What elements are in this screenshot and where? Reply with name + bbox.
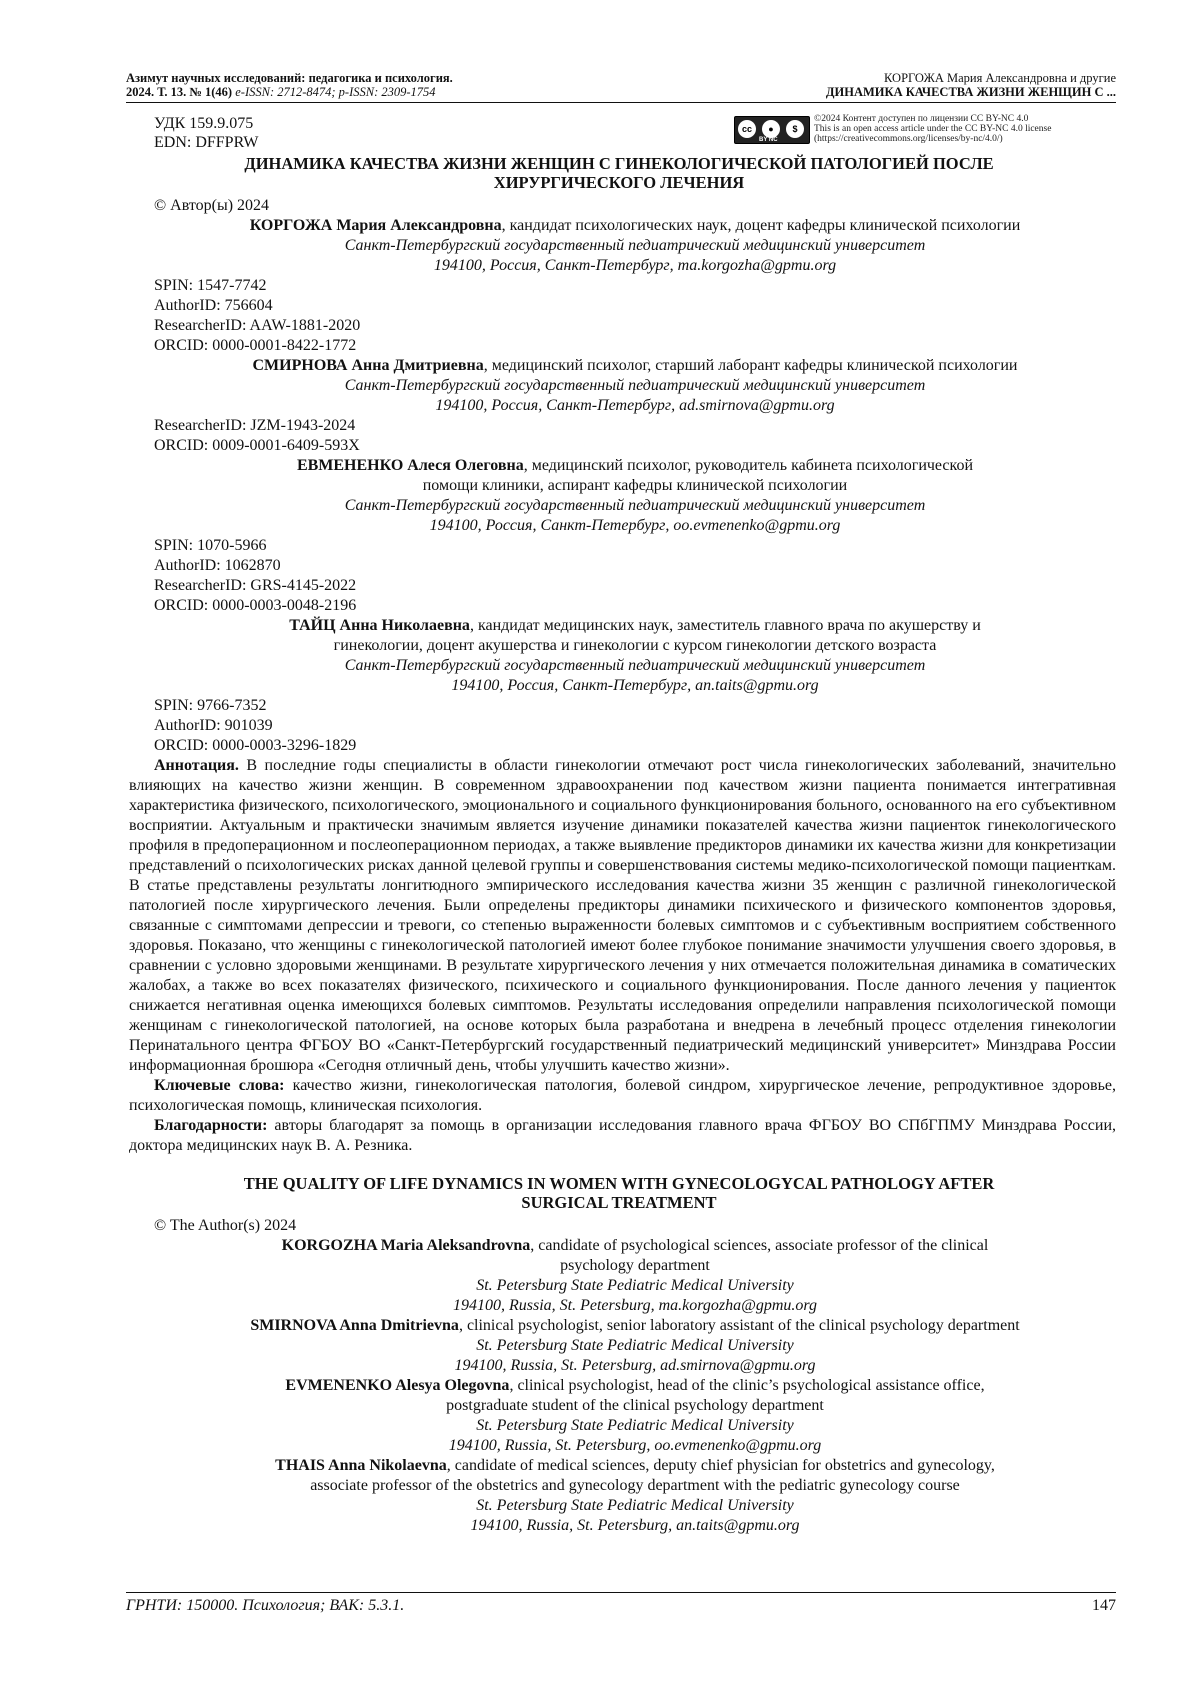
title-line: THE QUALITY OF LIFE DYNAMICS IN WOMEN WITH GYNECOLOGYCAL PATHOLOGY AFTER <box>243 1174 995 1193</box>
title-line: ДИНАМИКА КАЧЕСТВА ЖИЗНИ ЖЕНЩИН С ГИНЕКОЛОГИЧЕСКОЙ ПАТОЛОГИЕЙ ПОСЛЕ <box>244 154 994 173</box>
article-title-ru <box>129 154 1109 192</box>
author-id: AuthorID: 901039 <box>154 717 273 734</box>
abstract-label: Аннотация. <box>154 757 239 774</box>
license-text <box>814 114 1051 144</box>
author-name: ЕВМЕНЕНКО Алеся Олеговна <box>296 457 524 474</box>
author-address[interactable]: 194100, Россия, Санкт-Петербург, ma.korgozha@gpmu.org <box>433 257 837 274</box>
orcid-id: ORCID: 0000-0001-8422-1772 <box>154 337 357 354</box>
keywords-label: Ключевые слова: <box>154 1077 285 1094</box>
author-id: AuthorID: 756604 <box>154 297 273 314</box>
acknowledgements-text: авторы благодарят за помощь в организации исследования главного врача ФГБОУ ВО СПбГПМУ Минздрава России, доктора медицинских наук В. А. Резника. <box>129 1117 1116 1154</box>
author-role: , clinical psychologist, head of the clinic’s psychological assistance office, <box>509 1377 985 1394</box>
researcher-id: ResearcherID: GRS-4145-2022 <box>154 577 357 594</box>
author-ids <box>154 696 1116 756</box>
by-person-icon: ● <box>762 120 780 138</box>
section-gap <box>154 1156 1116 1174</box>
abstract-text: В последние годы специалисты в области гинекологии отмечают рост числа гинекологических заболеваний, значительно влияющих на качество жизни женщин. В современном здравоохранении под качеством жизни пациента понимается интегративная характеристика физического, психологического, эмоционального и социального функционирования больного, основанного на его субъективном восприятии. Актуальным и практически значимым является изучение динамики показателей качества жизни пациенток гинекологического профиля в предоперационном и послеоперационном периодах, а также выявление предикторов динамики их качества жизни для конкретизации представлений о психологических рисках данной целевой группы и совершенствования системы медико-психологической помощи пациенткам. В статье представлены результаты лонгитюдного эмпирического исследования качества жизни 35 женщин с различной гинекологической патологией после хирургического лечения. Были определены предикторы динамики психического и физического компонентов здоровья, связанные с симптомами депрессии и тревоги, со степенью выраженности болевых симптомов и с субъективным восприятием собственного здоровья. Показано, что женщины с гинекологической патологией имеют более глубокое понимание значимости улучшения своего здоровья, в сравнении с условно здоровыми женщинами. В результате хирургического лечения у них отмечается положительная динамика в соматических жалобах, а также во всех показателях физического, психического и социального функционирования. После данного лечения у пациенток снижается негативная оценка имеющихся болевых симптомов. Результаты исследования определили направления психологической помощи женщинам с гинекологической патологией, на основе которых была разработана и внедрена в лечебный процесс отделения гинекологии Перинатального центра ФГБОУ ВО «Санкт-Петербургский государственный педиатрический медицинский университет» Минздрава России информационная брошюра «Сегодня отличный день, чтобы улучшить качество жизни». <box>129 757 1116 1074</box>
author-address[interactable]: 194100, Russia, St. Petersburg, ad.smirnova@gpmu.org <box>454 1357 816 1374</box>
author-name: EVMENENKO Alesya Olegovna <box>285 1377 510 1394</box>
author-affiliation: Санкт-Петербургский государственный педиатрический медицинский университет <box>344 657 926 674</box>
copyright-ru: © Автор(ы) 2024 <box>154 197 270 214</box>
author-en-3 <box>154 1376 1116 1456</box>
author-ru-2 <box>154 356 1116 456</box>
copyright-en: © The Author(s) 2024 <box>154 1217 297 1234</box>
edn-code: EDN: DFFPRW <box>154 134 259 151</box>
abstract-paragraph <box>129 756 1116 1076</box>
spin-id: SPIN: 1070-5966 <box>154 537 267 554</box>
author-address[interactable]: 194100, Россия, Санкт-Петербург, oo.evmenenko@gpmu.org <box>429 517 841 534</box>
udk-code: УДК 159.9.075 <box>154 115 254 132</box>
author-role: , медицинский психолог, руководитель кабинета психологической <box>523 457 974 474</box>
author-role-cont: гинекологии, доцент акушерства и гинекологии с курсом гинекологии детского возраста <box>333 637 937 654</box>
cc-logo-icon: cc <box>738 120 756 138</box>
header-rule <box>126 102 1116 103</box>
author-role-cont: помощи клиники, аспирант кафедры клинической психологии <box>422 477 848 494</box>
page-number: 147 <box>1092 1597 1116 1614</box>
footer-rule <box>126 1592 1116 1593</box>
author-en-1 <box>154 1236 1116 1316</box>
cc-badge-label: BY NC <box>759 137 778 143</box>
orcid-id: ORCID: 0000-0003-3296-1829 <box>154 737 357 754</box>
author-name: KORGOZHA Maria Aleksandrovna <box>281 1237 531 1254</box>
author-affiliation: Санкт-Петербургский государственный педиатрический медицинский университет <box>344 237 926 254</box>
header-journal-info <box>126 71 453 99</box>
header-title: ДИНАМИКА КАЧЕСТВА ЖИЗНИ ЖЕНЩИН С ... <box>825 85 1116 99</box>
author-en-2 <box>154 1316 1116 1376</box>
researcher-id: ResearcherID: AAW-1881-2020 <box>154 317 361 334</box>
author-address[interactable]: 194100, Russia, St. Petersburg, ma.korgozha@gpmu.org <box>452 1297 818 1314</box>
spin-id: SPIN: 9766-7352 <box>154 697 267 714</box>
author-role: , candidate of psychological sciences, associate professor of the clinical <box>530 1237 989 1254</box>
author-name: СМИРНОВА Анна Дмитриевна <box>252 357 484 374</box>
author-id: AuthorID: 1062870 <box>154 557 281 574</box>
license-line: ©2024 Контент доступен по лицензии CC BY-NC 4.0 <box>814 114 1029 124</box>
license-block <box>734 114 1104 146</box>
acknowledgements-label: Благодарности: <box>154 1117 268 1134</box>
author-ru-4 <box>154 616 1116 756</box>
author-ru-1 <box>154 216 1116 356</box>
author-affiliation: St. Petersburg State Pediatric Medical University <box>476 1417 794 1434</box>
author-affiliation: St. Petersburg State Pediatric Medical University <box>476 1277 794 1294</box>
article-title-en <box>129 1174 1109 1212</box>
license-link[interactable]: (https://creativecommons.org/licenses/by-nc/4.0/) <box>814 134 1003 144</box>
footer-classification: ГРНТИ: 150000. Психология; ВАК: 5.3.1. <box>126 1597 405 1614</box>
author-ids <box>154 276 1116 356</box>
author-ids <box>154 416 1116 456</box>
acknowledgements-paragraph <box>129 1116 1116 1156</box>
author-role-cont: postgraduate student of the clinical psychology department <box>446 1397 824 1414</box>
author-address[interactable]: 194100, Russia, St. Petersburg, an.taits@gpmu.org <box>470 1517 800 1534</box>
author-affiliation: Санкт-Петербургский государственный педиатрический медицинский университет <box>344 377 926 394</box>
orcid-id: ORCID: 0009-0001-6409-593X <box>154 437 360 454</box>
author-role: , кандидат психологических наук, доцент кафедры клинической психологии <box>501 217 1021 234</box>
license-line: This is an open access article under the CC BY-NC 4.0 license <box>814 124 1052 134</box>
author-address[interactable]: 194100, Россия, Санкт-Петербург, ad.smirnova@gpmu.org <box>435 397 835 414</box>
author-name: THAIS Anna Nikolaevna <box>275 1457 447 1474</box>
cc-license-icon[interactable] <box>734 116 810 144</box>
author-role-cont: psychology department <box>560 1257 710 1274</box>
journal-issue: 2024. Т. 13. № 1(46) <box>126 85 233 99</box>
author-address[interactable]: 194100, Россия, Санкт-Петербург, an.taits@gpmu.org <box>451 677 819 694</box>
author-en-4 <box>154 1456 1116 1536</box>
author-affiliation: St. Petersburg State Pediatric Medical University <box>476 1497 794 1514</box>
orcid-id: ORCID: 0000-0003-0048-2196 <box>154 597 357 614</box>
author-role-cont: associate professor of the obstetrics and gynecology department with the pediatric gynecology course <box>310 1477 960 1494</box>
author-ru-3 <box>154 456 1116 616</box>
author-ids <box>154 536 1116 616</box>
keywords-text: качество жизни, гинекологическая патология, болевой синдром, хирургическое лечение, репродуктивное здоровье, психологическая помощь, клиническая психология. <box>129 1077 1117 1114</box>
title-line: SURGICAL TREATMENT <box>521 1193 717 1212</box>
journal-name: Азимут научных исследований: педагогика и психология. <box>126 71 453 85</box>
title-line: ХИРУРГИЧЕСКОГО ЛЕЧЕНИЯ <box>493 173 745 192</box>
author-role: , clinical psychologist, senior laboratory assistant of the clinical psychology department <box>458 1317 1020 1334</box>
header-authors: КОРГОЖА Мария Александровна и другие <box>884 71 1116 85</box>
researcher-id: ResearcherID: JZM-1943-2024 <box>154 417 356 434</box>
article-meta <box>154 114 1116 154</box>
author-affiliation: St. Petersburg State Pediatric Medical University <box>476 1337 794 1354</box>
author-name: КОРГОЖА Мария Александровна <box>249 217 502 234</box>
author-role: , медицинский психолог, старший лаборант кафедры клинической психологии <box>483 357 1018 374</box>
article-body <box>129 114 1117 1536</box>
journal-issn: e-ISSN: 2712-8474; p-ISSN: 2309-1754 <box>235 85 436 99</box>
author-address[interactable]: 194100, Russia, St. Petersburg, oo.evmenenko@gpmu.org <box>448 1437 822 1454</box>
author-name: ТАЙЦ Анна Николаевна <box>289 617 470 634</box>
nc-dollar-icon: $ <box>786 120 804 138</box>
author-name: SMIRNOVA Anna Dmitrievna <box>250 1317 459 1334</box>
author-affiliation: Санкт-Петербургский государственный педиатрический медицинский университет <box>344 497 926 514</box>
author-role: , candidate of medical sciences, deputy chief physician for obstetrics and gynecology, <box>446 1457 995 1474</box>
author-role: , кандидат медицинских наук, заместитель главного врача по акушерству и <box>469 617 981 634</box>
keywords-paragraph <box>129 1076 1116 1116</box>
header-article-info <box>826 71 1116 99</box>
spin-id: SPIN: 1547-7742 <box>154 277 267 294</box>
